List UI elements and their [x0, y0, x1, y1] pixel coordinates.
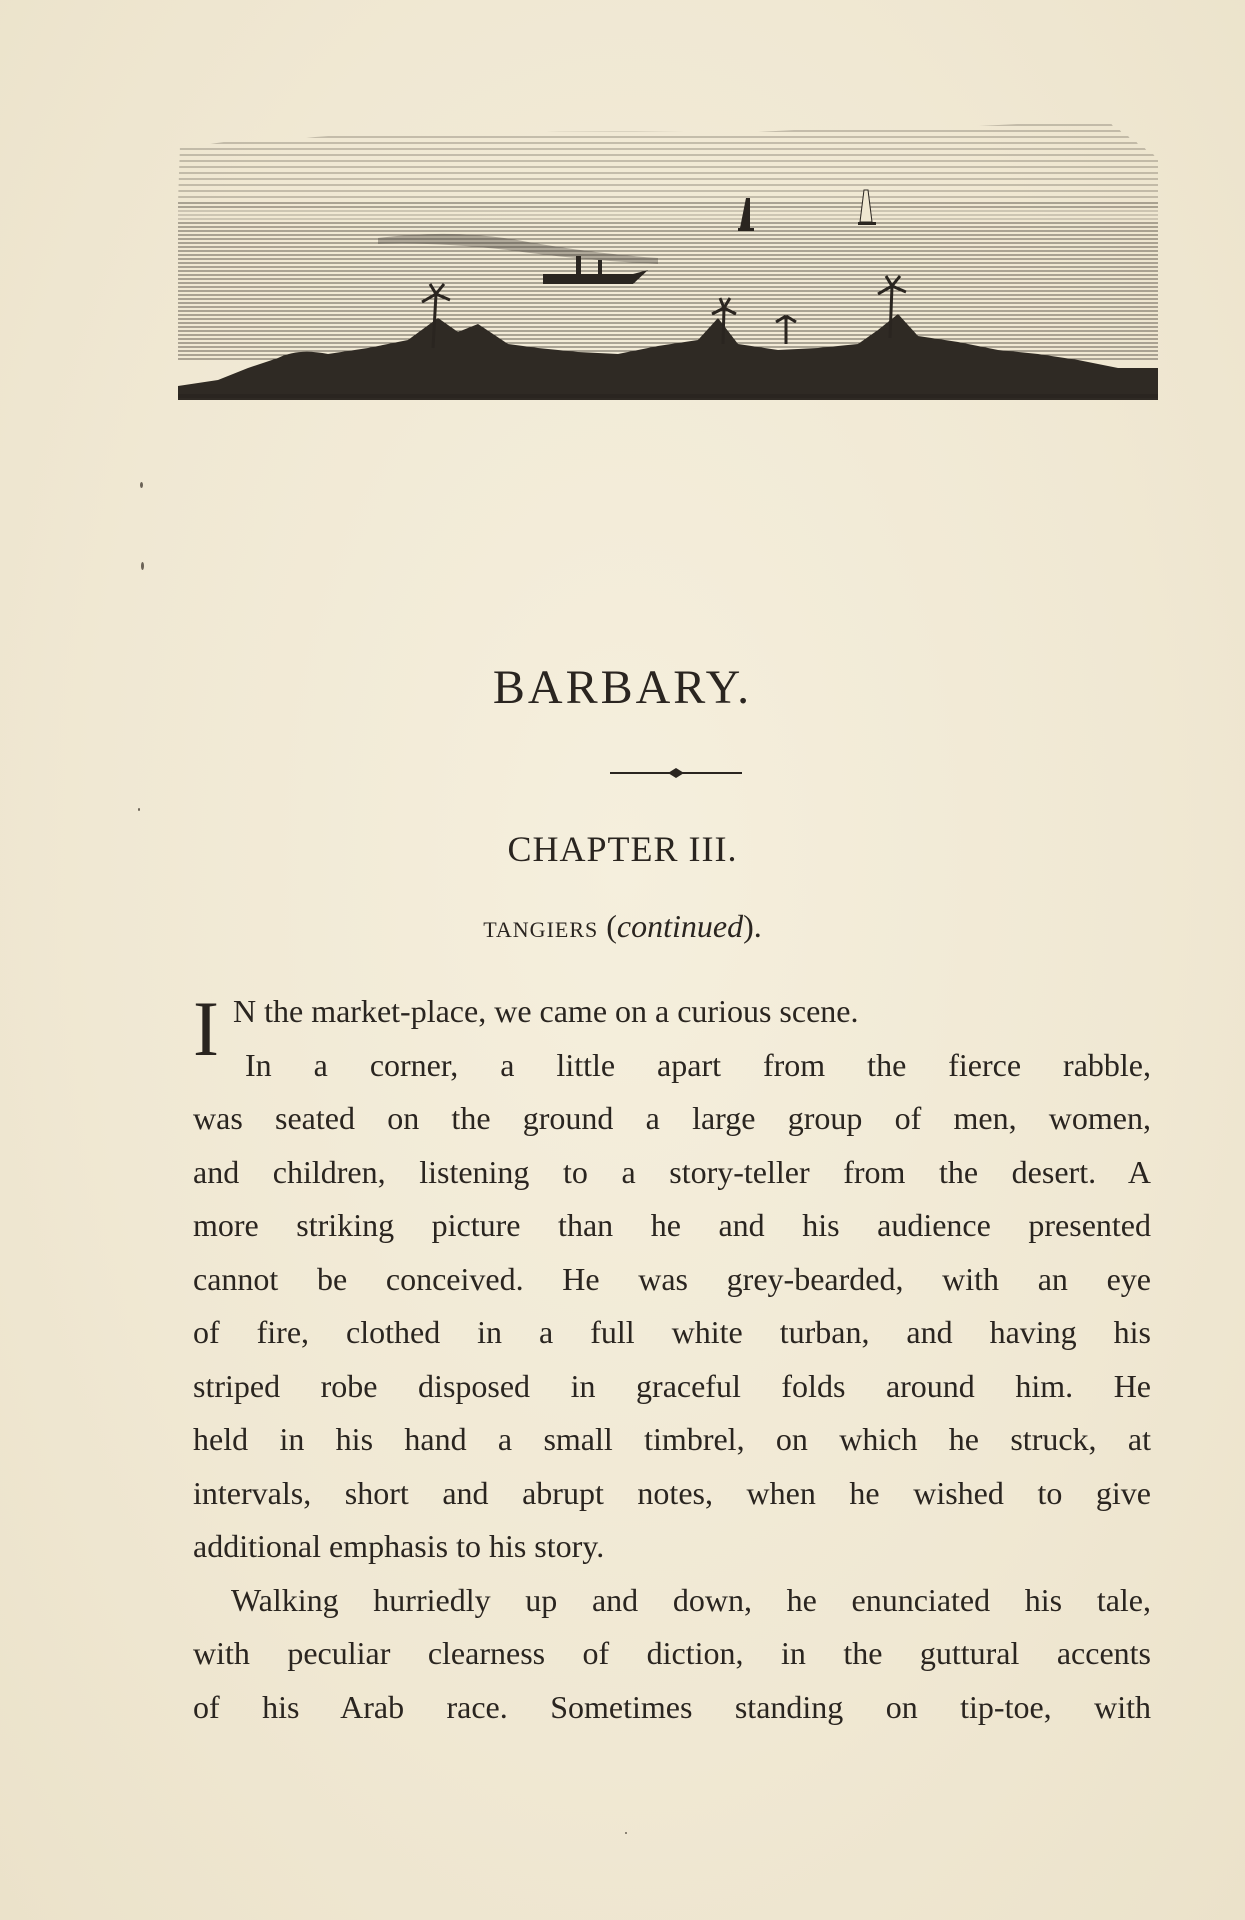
- paper-speck: [625, 1832, 627, 1834]
- text-line: was seated on the ground a large group of men, women,: [193, 1100, 1151, 1136]
- text-line: more striking picture than he and his audience presented: [193, 1207, 1151, 1243]
- text-line: intervals, short and abrupt notes, when he wished to give: [193, 1474, 1151, 1511]
- text-line: and children, listening to a story-teller from the desert. A: [193, 1153, 1151, 1190]
- text-line: additional emphasis to his story.: [193, 1528, 605, 1564]
- paper-speck: [138, 808, 140, 811]
- subtitle-continued: continued: [616, 908, 744, 944]
- subtitle-place: TANGIERS: [483, 917, 599, 942]
- seascape-engraving: [178, 118, 1158, 400]
- text-line: In a corner, a little apart from the fierce rabble,: [245, 1046, 1151, 1083]
- text-line: of fire, clothed in a full white turban, and having his: [193, 1314, 1151, 1350]
- line-text: N the market-place, we came on a curious scene.: [233, 993, 859, 1029]
- paper-speck: [140, 482, 143, 488]
- chapter-subtitle: [0, 908, 1245, 945]
- text-line: held in his hand a small timbrel, on which he struck, at: [193, 1421, 1151, 1457]
- book-title: BARBARY.: [492, 661, 753, 714]
- text-line: cannot be conceived. He was grey-bearded, with an eye: [193, 1260, 1151, 1297]
- text-line: striped robe disposed in graceful folds around him. He: [193, 1367, 1151, 1404]
- text-line: of his Arab race. Sometimes standing on tip-toe, with: [193, 1688, 1151, 1725]
- drop-cap: I: [193, 985, 219, 1072]
- paper-speck: [141, 562, 144, 570]
- chapter-heading: CHAPTER III.: [507, 829, 738, 869]
- text-line: with peculiar clearness of diction, in the guttural accents: [193, 1635, 1151, 1671]
- body-text: [193, 985, 1151, 1734]
- subtitle-paren-close: ).: [743, 908, 762, 944]
- subtitle-paren-open: (: [606, 908, 617, 944]
- diamond-rule-icon: [610, 766, 742, 780]
- text-line: Walking hurriedly up and down, he enunciated his tale,: [231, 1581, 1151, 1618]
